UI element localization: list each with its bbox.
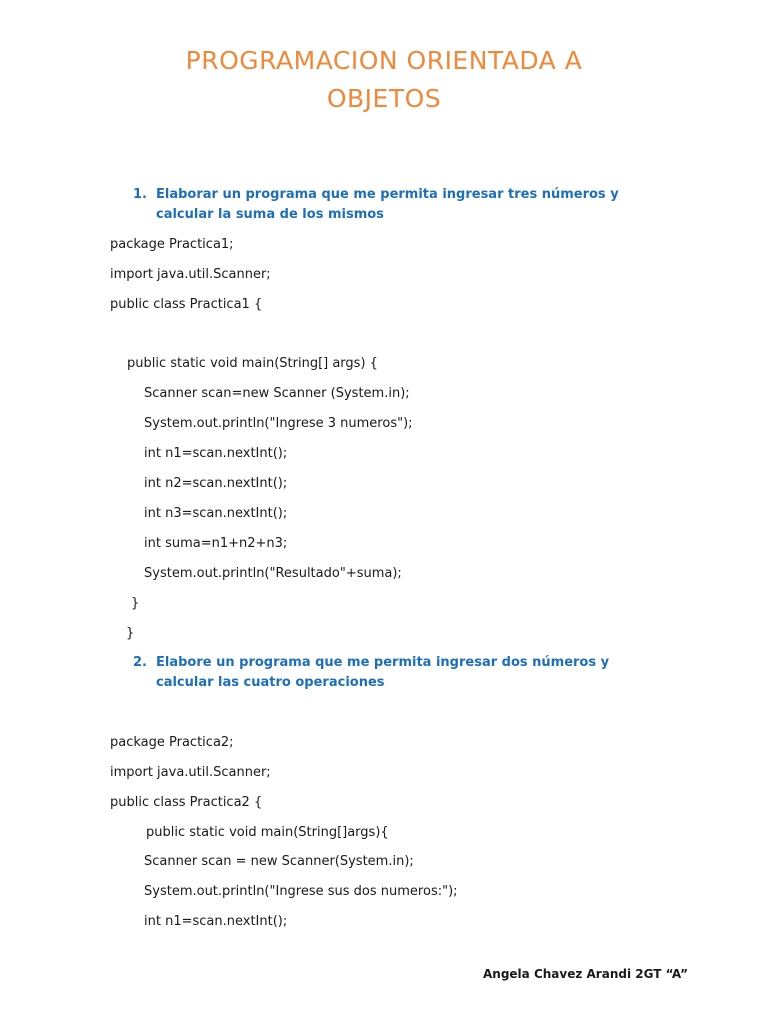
code-line: int n2=scan.nextInt();	[144, 476, 288, 491]
question-1-text: Elaborar un programa que me permita ingresar tres números y calcular la suma de los mismos	[156, 187, 619, 222]
code-line: public static void main(String[]args){	[146, 825, 389, 840]
code-line: public class Practica2 {	[110, 795, 263, 810]
code-line: public class Practica1 {	[110, 297, 263, 312]
question-1	[133, 185, 663, 225]
question-2-text: Elabore un programa que me permita ingresar dos números y calcular las cuatro operaciones	[156, 655, 610, 690]
code-line: package Practica2;	[110, 735, 234, 750]
code-line: public static void main(String[] args) {	[127, 356, 378, 371]
code-line: System.out.println("Ingrese 3 numeros");	[144, 416, 413, 431]
code-line: int n1=scan.nextInt();	[144, 914, 288, 929]
code-line: import java.util.Scanner;	[110, 765, 271, 780]
page-title-line-1: PROGRAMACION ORIENTADA A	[185, 46, 583, 75]
code-line: System.out.println("Ingrese sus dos numeros:");	[144, 884, 458, 899]
code-line: }	[126, 626, 135, 641]
code-line: Scanner scan = new Scanner(System.in);	[144, 854, 414, 869]
question-2	[133, 653, 669, 693]
code-line: System.out.println("Resultado"+suma);	[144, 566, 402, 581]
code-line: }	[131, 596, 140, 611]
code-line: package Practica1;	[110, 237, 234, 252]
code-line: Scanner scan=new Scanner (System.in);	[144, 386, 410, 401]
code-line: int n3=scan.nextInt();	[144, 506, 288, 521]
code-line: import java.util.Scanner;	[110, 267, 271, 282]
question-2-number: 2.	[133, 655, 147, 670]
question-1-number: 1.	[133, 187, 147, 202]
code-line: int suma=n1+n2+n3;	[144, 536, 288, 551]
page-title-line-2: OBJETOS	[326, 84, 442, 113]
page-footer-author: Angela Chavez Arandi 2GT “A”	[483, 967, 689, 981]
code-line: int n1=scan.nextInt();	[144, 446, 288, 461]
